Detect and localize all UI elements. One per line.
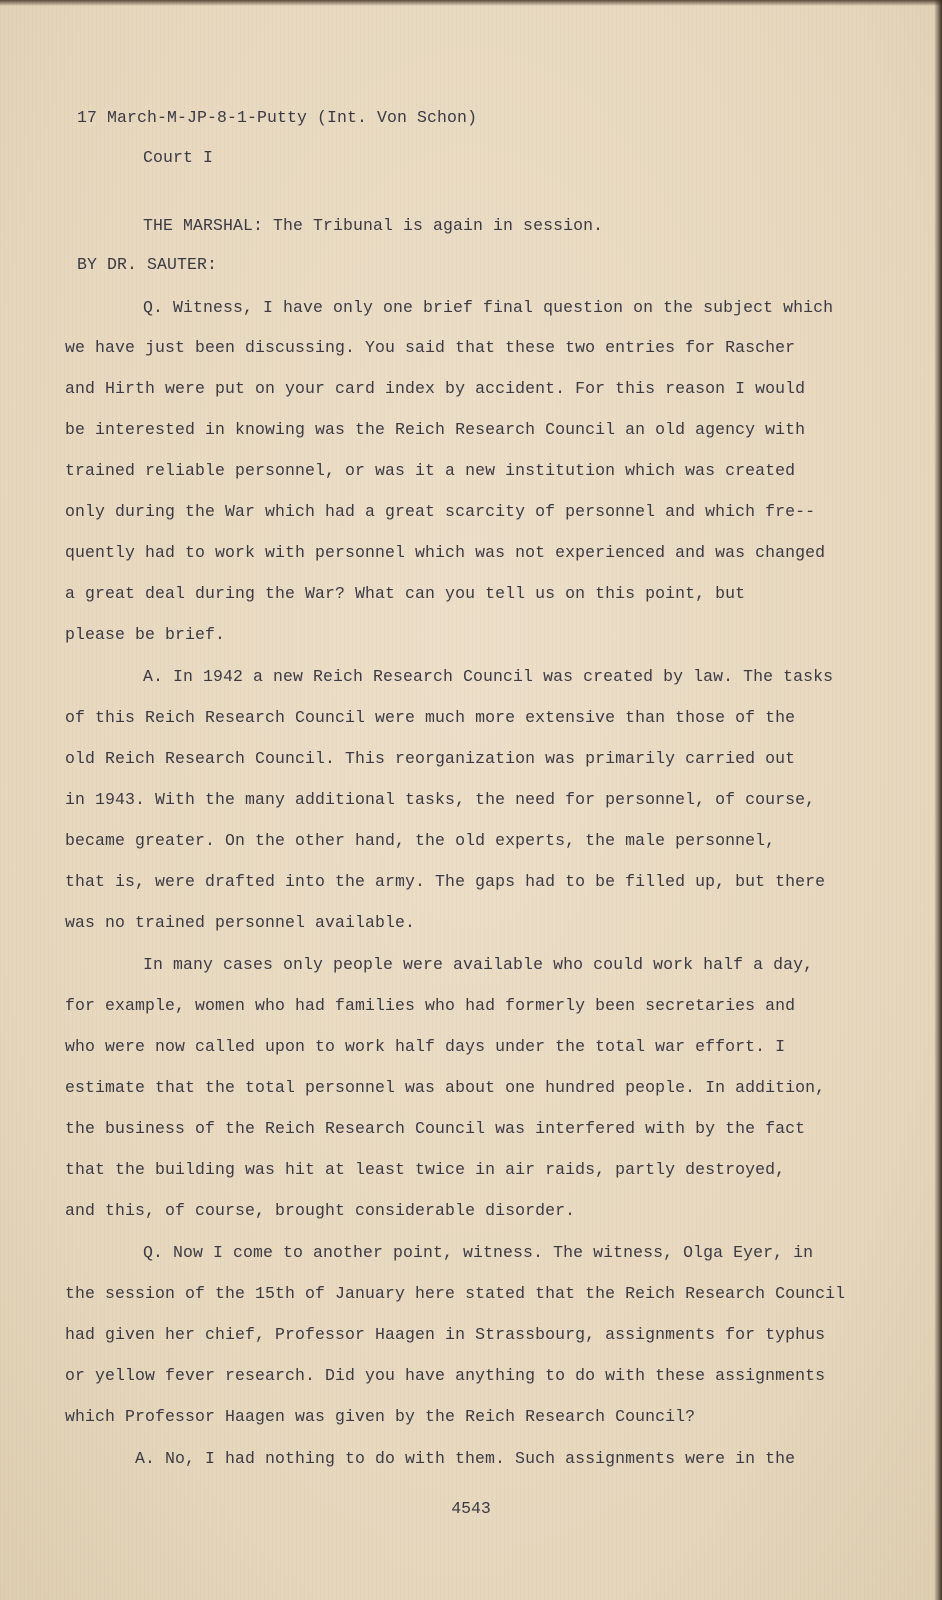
text-line-9: a great deal during the War? What can you tell us on this point, but — [65, 584, 746, 603]
text-line-8: quently had to work with personnel which was not experienced and was changed — [65, 543, 826, 562]
text-line-6: trained reliable personnel, or was it a new institution which was created — [65, 461, 796, 480]
text-line-14: in 1943. With the many additional tasks, the need for personnel, of course, — [65, 790, 816, 809]
text-line-29: which Professor Haagen was given by the Reich Research Council? — [65, 1407, 696, 1426]
header-reference: 17 March-M-JP-8-1-Putty (Int. Von Schon) — [77, 108, 478, 127]
text-line-22: the business of the Reich Research Council was interfered with by the fact — [65, 1119, 806, 1138]
text-line-2: Q. Witness, I have only one brief final question on the subject which — [143, 298, 834, 317]
text-line-7: only during the War which had a great scarcity of personnel and which fre-- — [65, 502, 816, 521]
text-line-12: of this Reich Research Council were much more extensive than those of the — [65, 708, 796, 727]
text-line-30: A. No, I had nothing to do with them. Such assignments were in the — [135, 1449, 796, 1468]
page-number: 4543 — [451, 1499, 491, 1518]
text-line-0: THE MARSHAL: The Tribunal is again in session. — [143, 216, 604, 235]
text-line-3: we have just been discussing. You said that these two entries for Rascher — [65, 338, 796, 357]
text-line-27: had given her chief, Professor Haagen in Strassbourg, assignments for typhus — [65, 1325, 826, 1344]
text-line-21: estimate that the total personnel was about one hundred people. In addition, — [65, 1078, 826, 1097]
text-line-23: that the building was hit at least twice in air raids, partly destroyed, — [65, 1160, 786, 1179]
scan-edge-top — [0, 0, 942, 6]
text-line-1: BY DR. SAUTER: — [77, 255, 218, 274]
text-line-25: Q. Now I come to another point, witness. The witness, Olga Eyer, in — [143, 1243, 814, 1262]
scan-edge-right — [934, 0, 942, 1600]
court-label: Court I — [143, 148, 214, 167]
text-line-10: please be brief. — [65, 625, 226, 644]
text-line-24: and this, of course, brought considerable disorder. — [65, 1201, 576, 1220]
text-line-16: that is, were drafted into the army. The gaps had to be filled up, but there — [65, 872, 826, 891]
text-line-20: who were now called upon to work half days under the total war effort. I — [65, 1037, 786, 1056]
text-line-15: became greater. On the other hand, the old experts, the male personnel, — [65, 831, 776, 850]
text-line-26: the session of the 15th of January here stated that the Reich Research Council — [65, 1284, 846, 1303]
text-line-28: or yellow fever research. Did you have anything to do with these assignments — [65, 1366, 826, 1385]
text-line-11: A. In 1942 a new Reich Research Council was created by law. The tasks — [143, 667, 834, 686]
text-line-18: In many cases only people were available who could work half a day, — [143, 955, 814, 974]
text-line-13: old Reich Research Council. This reorganization was primarily carried out — [65, 749, 796, 768]
text-line-4: and Hirth were put on your card index by accident. For this reason I would — [65, 379, 806, 398]
text-line-5: be interested in knowing was the Reich Research Council an old agency with — [65, 420, 806, 439]
text-line-19: for example, women who had families who had formerly been secretaries and — [65, 996, 796, 1015]
text-line-17: was no trained personnel available. — [65, 913, 416, 932]
